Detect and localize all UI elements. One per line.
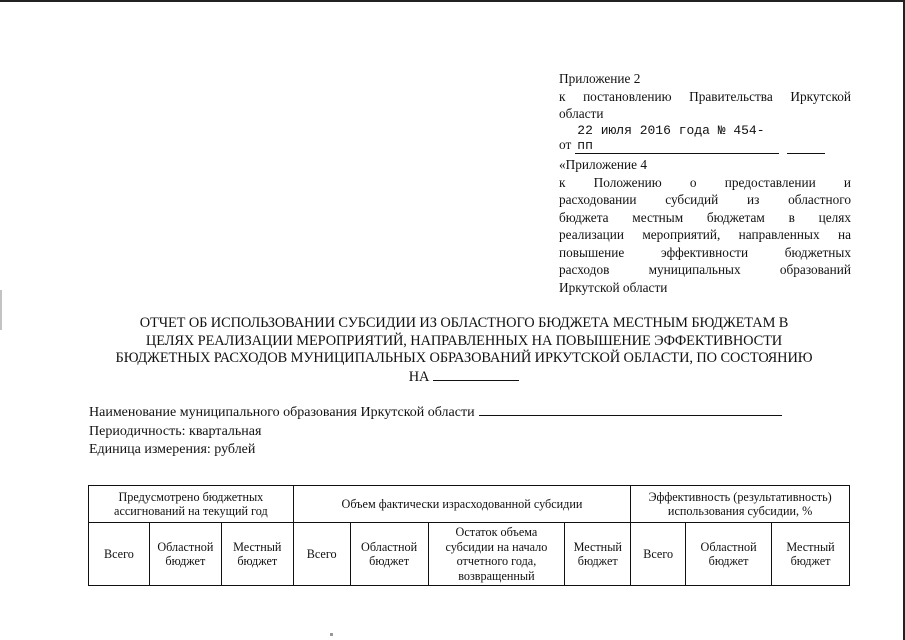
date-prefix: от [559, 137, 572, 152]
report-meta [89, 403, 782, 460]
group-header-spent-subsidy: Объем фактически израсходованной субсидии [293, 486, 630, 523]
handwritten-date: 22 июля 2016 года № 454-пп [575, 123, 779, 154]
appendix-2-line-2: области [559, 106, 604, 121]
scan-speck [330, 633, 333, 636]
appendix-2-line-1: к постановлению Правительства Иркутской [559, 88, 851, 104]
report-title-na: НА [408, 368, 430, 385]
table-group-header-row [89, 486, 850, 523]
column-header: Областной бюджет [350, 523, 428, 586]
periodicity: Периодичность: квартальная [89, 423, 262, 439]
scan-edge-mark [0, 290, 2, 330]
appendix-4-block [559, 156, 851, 296]
date-underline-tail [787, 153, 825, 154]
appendix-4-line: бюджета местным бюджетам в целях [559, 209, 851, 225]
municipality-row [89, 403, 782, 423]
appendix-2-block [559, 70, 851, 154]
appendix-2-title: Приложение 2 [559, 71, 641, 86]
appendix-2-date-row [559, 123, 851, 154]
appendix-4-line: к Положению о предоставлении и [559, 174, 851, 190]
table-column-header-row [89, 523, 850, 586]
appendix-4-line: реализации мероприятий, направленных на [559, 227, 851, 242]
report-table [88, 485, 850, 586]
scan-border-top [0, 0, 905, 2]
column-header: Местный бюджет [772, 523, 850, 586]
appendix-4-line: расходовании субсидий из областного [559, 192, 851, 207]
column-header: Областной бюджет [149, 523, 221, 586]
report-date-blank [433, 368, 519, 381]
column-header: Всего [89, 523, 150, 586]
municipality-blank [479, 403, 782, 416]
report-title-line: ЦЕЛЯХ РЕАЛИЗАЦИИ МЕРОПРИЯТИЙ, НАПРАВЛЕННЫХ НА ПОВЫШЕНИЕ ЭФФЕКТИВНОСТИ [145, 332, 783, 349]
column-header: Местный бюджет [565, 523, 631, 586]
column-header: Всего [631, 523, 686, 586]
column-header: Всего [293, 523, 350, 586]
appendix-4-title: «Приложение 4 [559, 157, 647, 172]
report-title-line: ОТЧЕТ ОБ ИСПОЛЬЗОВАНИИ СУБСИДИИ ИЗ ОБЛАСТНОГО БЮДЖЕТА МЕСТНЫМ БЮДЖЕТАМ В [139, 315, 789, 331]
column-header: Областной бюджет [686, 523, 772, 586]
report-title-line: БЮДЖЕТНЫХ РАСХОДОВ МУНИЦИПАЛЬНЫХ ОБРАЗОВАНИЙ ИРКУТСКОЙ ОБЛАСТИ, ПО СОСТОЯНИЮ [115, 350, 813, 366]
column-header: Местный бюджет [221, 523, 293, 586]
column-header: Остаток объема субсидии на начало отчетного года, возвращенный [428, 523, 565, 586]
unit-of-measure: Единица измерения: рублей [89, 442, 256, 457]
municipality-label: Наименование муниципального образования Иркутской области [89, 405, 475, 420]
group-header-budget-allocations: Предусмотрено бюджетных ассигнований на текущий год [89, 486, 294, 523]
appendix-4-line: расходов муниципальных образований [559, 262, 851, 277]
report-title [86, 315, 842, 386]
group-header-efficiency: Эффективность (результативность) использования субсидии, % [631, 486, 850, 523]
report-title-last-line [86, 368, 842, 387]
appendix-4-line: Иркутской области [559, 279, 668, 295]
appendix-4-line: повышение эффективности бюджетных [559, 244, 851, 260]
